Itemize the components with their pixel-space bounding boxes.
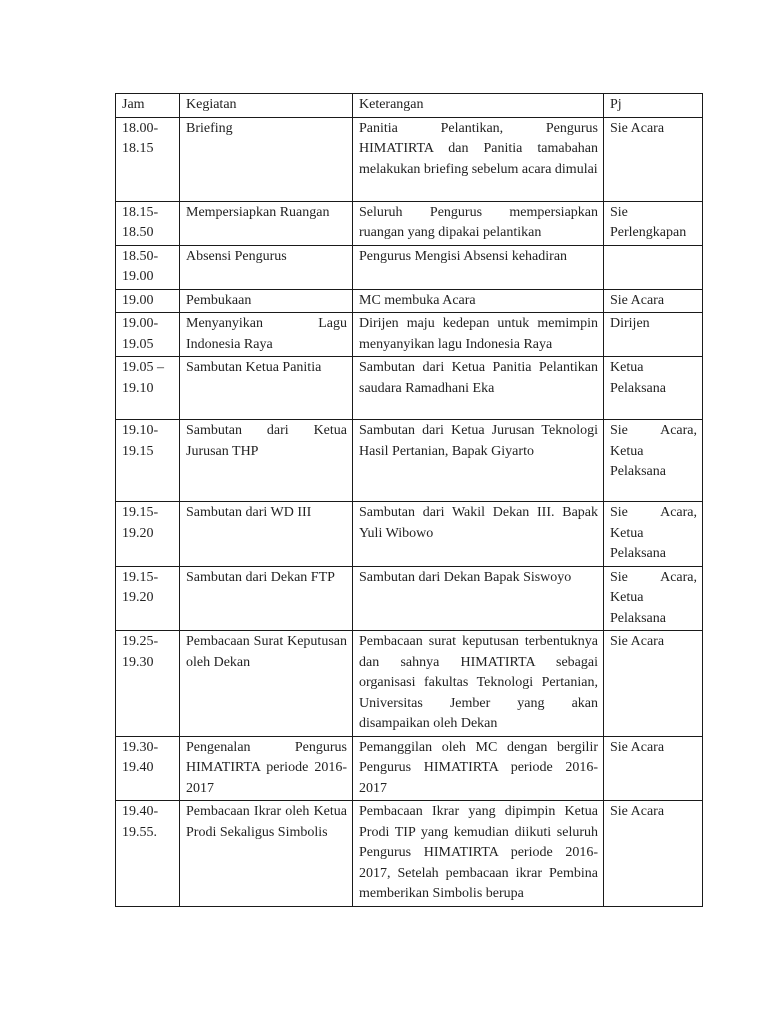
table-row bbox=[116, 289, 703, 313]
table-row bbox=[116, 245, 703, 289]
cell-kegiatan: Sambutan dari Dekan FTP bbox=[180, 566, 353, 631]
cell-kegiatan: Pengenalan Pengurus HIMATIRTA periode 2016-2017 bbox=[180, 736, 353, 801]
table-row bbox=[116, 801, 703, 907]
header-pj: Pj bbox=[604, 94, 703, 118]
table-row bbox=[116, 502, 703, 567]
header-keterangan: Keterangan bbox=[353, 94, 604, 118]
cell-kegiatan: Pembukaan bbox=[180, 289, 353, 313]
cell-keterangan: MC membuka Acara bbox=[353, 289, 604, 313]
cell-kegiatan: Sambutan dari WD III bbox=[180, 502, 353, 567]
cell-jam: 18.50-19.00 bbox=[116, 245, 180, 289]
table-row bbox=[116, 631, 703, 737]
cell-keterangan: Sambutan dari Wakil Dekan III. Bapak Yuli Wibowo bbox=[353, 502, 604, 567]
cell-jam: 19.00-19.05 bbox=[116, 313, 180, 357]
cell-kegiatan: Pembacaan Ikrar oleh Ketua Prodi Sekaligus Simbolis bbox=[180, 801, 353, 907]
cell-keterangan: Sambutan dari Ketua Jurusan Teknologi Hasil Pertanian, Bapak Giyarto bbox=[353, 420, 604, 502]
cell-jam: 19.25-19.30 bbox=[116, 631, 180, 737]
cell-jam: 19.40-19.55. bbox=[116, 801, 180, 907]
cell-pj: Sie Acara, Ketua Pelaksana bbox=[604, 502, 703, 567]
table-row bbox=[116, 736, 703, 801]
cell-keterangan: Pembacaan surat keputusan terbentuknya dan sahnya HIMATIRTA sebagai organisasi fakultas Teknologi Pertanian, Universitas Jember yang akan disampaikan oleh Dekan bbox=[353, 631, 604, 737]
table-row bbox=[116, 117, 703, 201]
table-row bbox=[116, 313, 703, 357]
cell-pj bbox=[604, 245, 703, 289]
cell-jam: 19.15-19.20 bbox=[116, 566, 180, 631]
cell-kegiatan: Briefing bbox=[180, 117, 353, 201]
cell-kegiatan: Absensi Pengurus bbox=[180, 245, 353, 289]
cell-keterangan: Pemanggilan oleh MC dengan bergilir Pengurus HIMATIRTA periode 2016-2017 bbox=[353, 736, 604, 801]
cell-keterangan: Sambutan dari Dekan Bapak Siswoyo bbox=[353, 566, 604, 631]
cell-pj: Sie Acara bbox=[604, 289, 703, 313]
cell-pj: Sie Acara bbox=[604, 801, 703, 907]
cell-pj: Sie Acara bbox=[604, 736, 703, 801]
cell-pj: Sie Acara bbox=[604, 117, 703, 201]
cell-jam: 18.15-18.50 bbox=[116, 201, 180, 245]
cell-pj: Ketua Pelaksana bbox=[604, 357, 703, 420]
table-header-row bbox=[116, 94, 703, 118]
schedule-table bbox=[115, 93, 703, 907]
cell-keterangan: Dirijen maju kedepan untuk memimpin menyanyikan lagu Indonesia Raya bbox=[353, 313, 604, 357]
header-kegiatan: Kegiatan bbox=[180, 94, 353, 118]
cell-jam: 19.10-19.15 bbox=[116, 420, 180, 502]
cell-keterangan: Pembacaan Ikrar yang dipimpin Ketua Prodi TIP yang kemudian diikuti seluruh Pengurus HIMATIRTA periode 2016-2017, Setelah pembacaan ikrar Pembina memberikan Simbolis berupa bbox=[353, 801, 604, 907]
cell-keterangan: Pengurus Mengisi Absensi kehadiran bbox=[353, 245, 604, 289]
cell-kegiatan: Sambutan dari Ketua Jurusan THP bbox=[180, 420, 353, 502]
cell-kegiatan: Pembacaan Surat Keputusan oleh Dekan bbox=[180, 631, 353, 737]
table-row bbox=[116, 357, 703, 420]
cell-pj: Sie Acara, Ketua Pelaksana bbox=[604, 566, 703, 631]
table-row bbox=[116, 420, 703, 502]
cell-jam: 19.05 – 19.10 bbox=[116, 357, 180, 420]
cell-keterangan: Sambutan dari Ketua Panitia Pelantikan saudara Ramadhani Eka bbox=[353, 357, 604, 420]
cell-jam: 19.30-19.40 bbox=[116, 736, 180, 801]
table-row bbox=[116, 201, 703, 245]
cell-pj: Sie Perlengkapan bbox=[604, 201, 703, 245]
cell-keterangan: Seluruh Pengurus mempersiapkan ruangan yang dipakai pelantikan bbox=[353, 201, 604, 245]
cell-pj: Sie Acara bbox=[604, 631, 703, 737]
cell-pj: Dirijen bbox=[604, 313, 703, 357]
cell-kegiatan: Menyanyikan Lagu Indonesia Raya bbox=[180, 313, 353, 357]
cell-jam: 18.00-18.15 bbox=[116, 117, 180, 201]
cell-keterangan: Panitia Pelantikan, Pengurus HIMATIRTA dan Panitia tamabahan melakukan briefing sebelum acara dimulai bbox=[353, 117, 604, 201]
cell-pj: Sie Acara, Ketua Pelaksana bbox=[604, 420, 703, 502]
cell-jam: 19.15-19.20 bbox=[116, 502, 180, 567]
cell-kegiatan: Sambutan Ketua Panitia bbox=[180, 357, 353, 420]
cell-kegiatan: Mempersiapkan Ruangan bbox=[180, 201, 353, 245]
table-row bbox=[116, 566, 703, 631]
cell-jam: 19.00 bbox=[116, 289, 180, 313]
header-jam: Jam bbox=[116, 94, 180, 118]
